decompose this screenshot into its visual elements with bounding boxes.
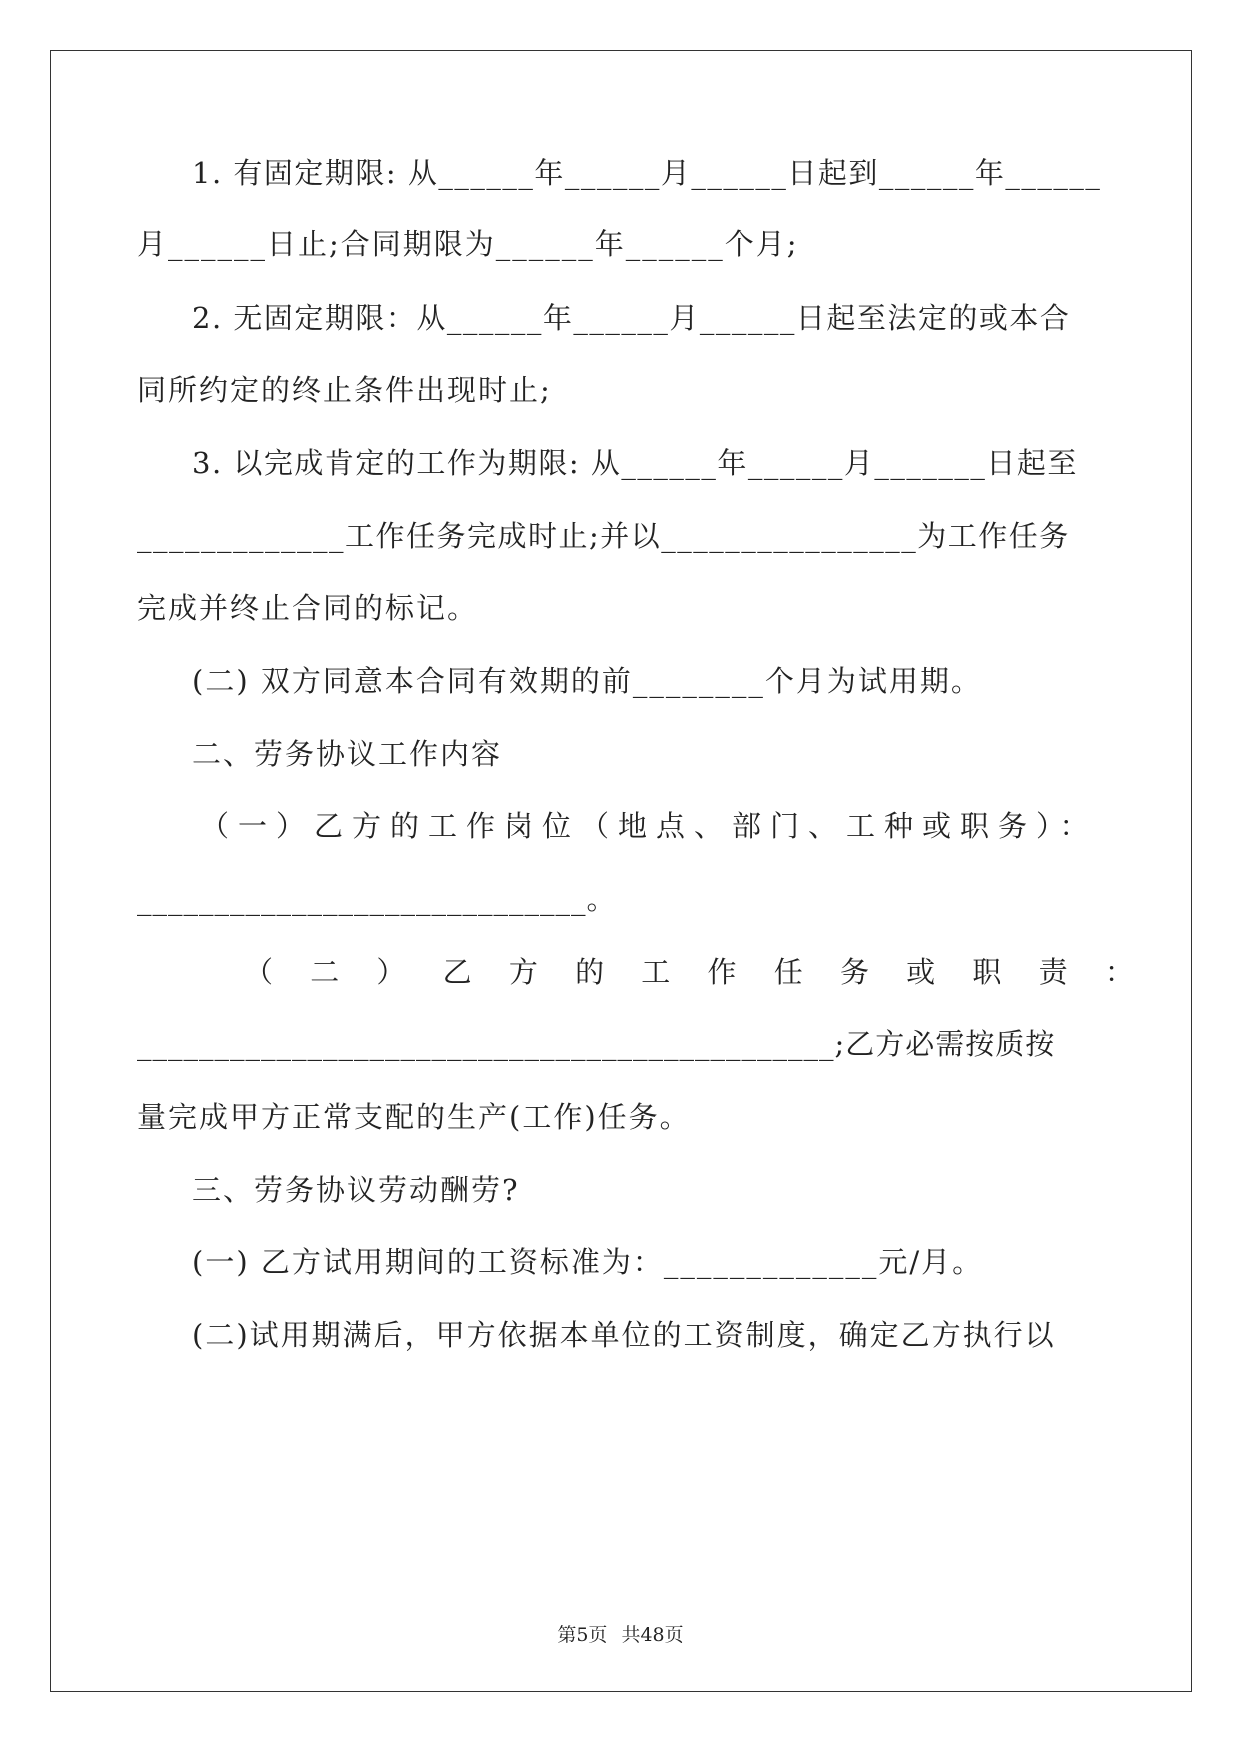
text-line: _____________工作任务完成时止;并以________________为工作任务 bbox=[137, 519, 1070, 553]
section-heading: 二、劳务协议工作内容 bbox=[192, 737, 503, 771]
text-line: _____________________________。 bbox=[137, 882, 617, 916]
text-line: 完成并终止合同的标记。 bbox=[137, 591, 479, 625]
page-number: 第5页 bbox=[557, 1624, 608, 1646]
page-border bbox=[50, 50, 1192, 1692]
text-line: （一）乙方的工作岗位（地点、部门、工种或职务）： bbox=[200, 809, 1098, 843]
text-line: (一) 乙方试用期间的工资标准为：_____________元/月。 bbox=[192, 1245, 984, 1279]
text-line: (二)试用期满后，甲方依据本单位的工资制度，确定乙方执行以 bbox=[192, 1318, 1056, 1352]
text-line: (二) 双方同意本合同有效期的前________个月为试用期。 bbox=[192, 664, 982, 698]
text-line: 3. 以完成肯定的工作为期限: 从______年______月_______日起至 bbox=[192, 446, 1078, 480]
page-total: 共48页 bbox=[621, 1624, 684, 1646]
text-line: 2. 无固定期限：从______年______月______日起至法定的或本合 bbox=[192, 301, 1071, 335]
text-line: （ 二 ） 乙 方 的 工 作 任 务 或 职 责 ： bbox=[244, 955, 1148, 989]
text-line: 1. 有固定期限: 从______年______月______日起到______年______ bbox=[192, 156, 1102, 190]
text-line: 同所约定的终止条件出现时止; bbox=[137, 373, 552, 407]
section-heading: 三、劳务协议劳动酬劳? bbox=[192, 1173, 520, 1207]
page-footer bbox=[0, 1620, 1241, 1647]
text-line: _____________________________________________;乙方必需按质按 bbox=[137, 1027, 1056, 1061]
text-line: 量完成甲方正常支配的生产(工作)任务。 bbox=[137, 1100, 691, 1134]
text-line: 月______日止;合同期限为______年______个月; bbox=[137, 227, 799, 261]
